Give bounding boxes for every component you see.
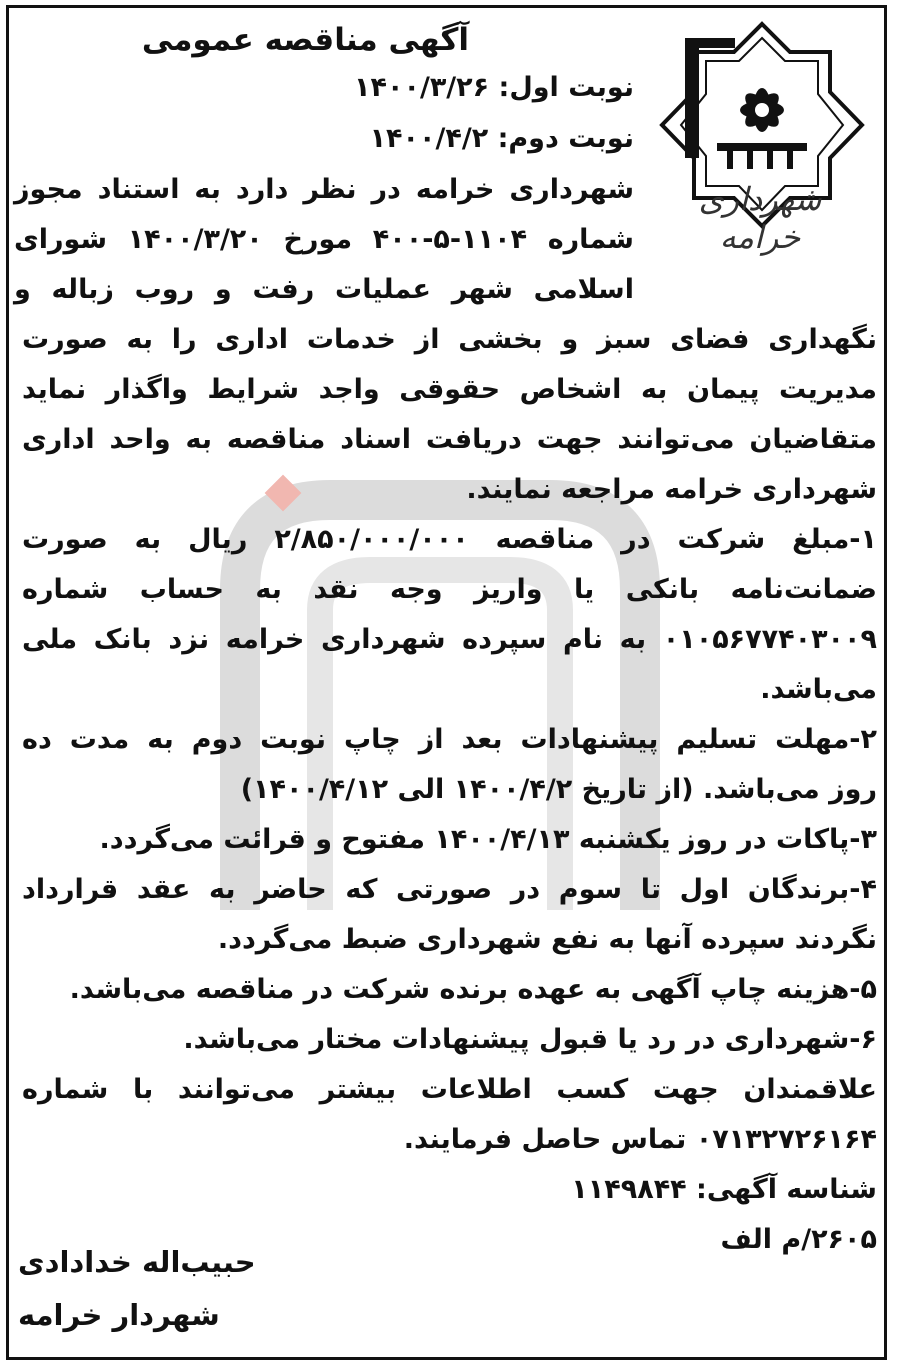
body-line: ۰۱۰۵۶۷۷۴۰۳۰۰۹ به نام سپرده شهرداری خرامه نزد بانک ملی (22, 624, 877, 655)
round-first: نوبت اول: ۱۴۰۰/۳/۲۶ (354, 72, 634, 103)
body-line: متقاضیان می‌توانند جهت دریافت اسناد مناقصه به واحد اداری (22, 424, 877, 455)
body-line: شهرداری خرامه مراجعه نمایند. (466, 474, 877, 505)
body-line: ۱-مبلغ شرکت در مناقصه ۲/۸۵۰/۰۰۰/۰۰۰ ریال به صورت (22, 524, 878, 555)
body-line: ۴-برندگان اول تا سوم در صورتی که حاضر به عقد قرارداد (22, 874, 877, 905)
notice-id: شناسه آگهی: ۱۱۴۹۸۴۴ (571, 1174, 877, 1205)
intro-line: شماره ۱۱۰۴-۵-۴۰۰ مورخ ۱۴۰۰/۳/۲۰ شورای (14, 224, 634, 255)
body-line: ضمانت‌نامه بانکی یا واریز وجه نقد به حساب شماره (22, 574, 877, 605)
signature-role: شهردار خرامه (18, 1298, 220, 1332)
logo-caption: شهرداری خرامه (698, 180, 822, 256)
intro-line: اسلامی شهر عملیات رفت و روب زباله و (14, 274, 634, 305)
body-line: علاقمندان جهت کسب اطلاعات بیشتر می‌توانند با شماره (22, 1074, 877, 1105)
body-line: نگردند سپرده آنها به نفع شهرداری ضبط می‌گردد. (217, 924, 877, 955)
intro-line: شهرداری خرامه در نظر دارد به استناد مجوز (14, 174, 634, 205)
signature-name: حبیب‌اله خدادادی (18, 1245, 256, 1279)
body-line: روز می‌باشد. (از تاریخ ۱۴۰۰/۴/۲ الی ۱۴۰۰/۴/۱۲) (240, 774, 877, 805)
body-line: ۳-پاکات در روز یکشنبه ۱۴۰۰/۴/۱۳ مفتوح و قرائت می‌گردد. (99, 824, 877, 855)
body-line: ۰۷۱۳۲۷۲۶۱۶۴ تماس حاصل فرمایند. (403, 1124, 877, 1155)
notice-ref: ۲۶۰۵/م الف (720, 1224, 877, 1255)
body-line: ۵-هزینه چاپ آگهی به عهده برنده شرکت در مناقصه می‌باشد. (69, 974, 877, 1005)
body-line: مدیریت پیمان به اشخاص حقوقی واجد شرایط واگذار نماید (22, 374, 877, 405)
round-second: نوبت دوم: ۱۴۰۰/۴/۲ (369, 123, 634, 154)
body-line: نگهداری فضای سبز و بخشی از خدمات اداری را به صورت (22, 324, 877, 355)
page-title: آگهی مناقصه عمومی (141, 22, 469, 58)
body-line: می‌باشد. (760, 674, 877, 705)
body-line: ۲-مهلت تسلیم پیشنهادات بعد از چاپ نوبت دوم به مدت ده (22, 724, 877, 755)
body-line: ۶-شهرداری در رد یا قبول پیشنهادات مختار می‌باشد. (183, 1024, 877, 1055)
